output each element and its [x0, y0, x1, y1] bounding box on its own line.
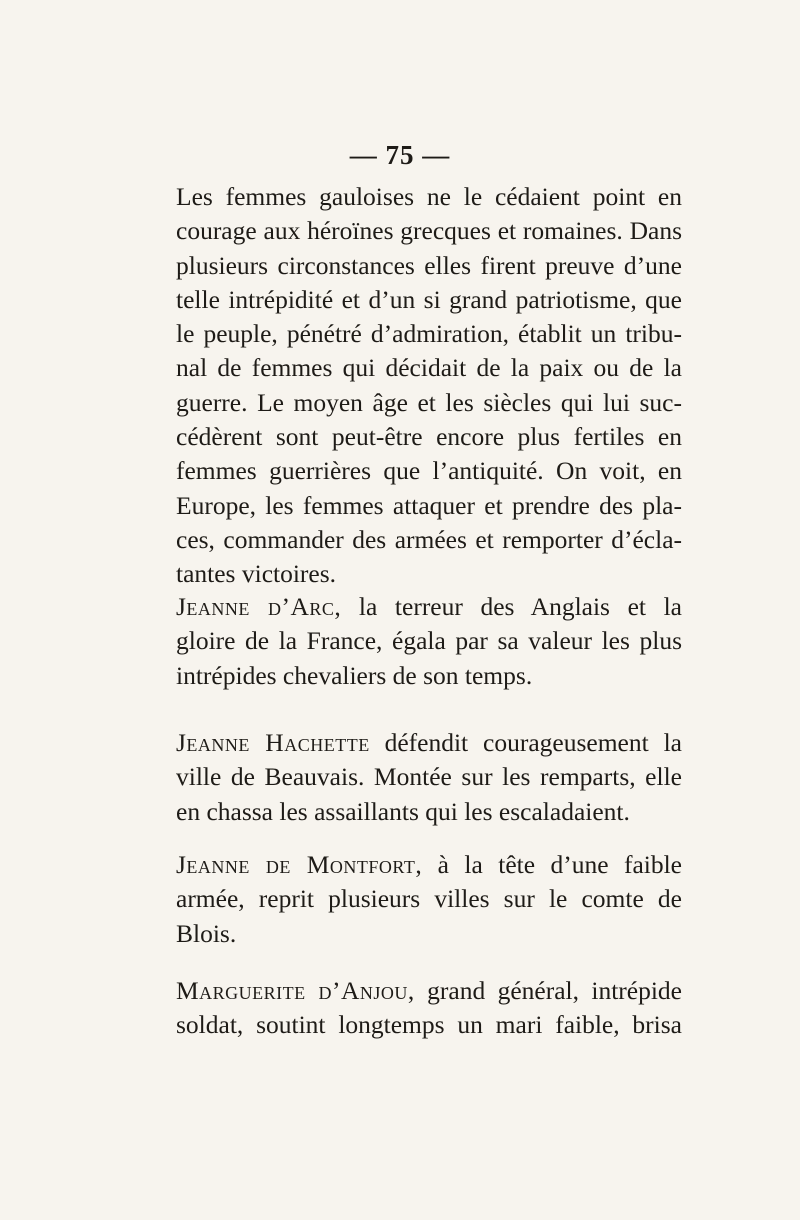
text-line: le peuple, pénétré d’admiration, établit un tribu-	[176, 319, 682, 349]
text-line	[176, 848, 682, 882]
text-fragment: la terreur des Anglais et la	[358, 592, 682, 621]
text-line: femmes guerrières que l’antiquité. On voit, en	[176, 456, 682, 486]
page-number: — 75 —	[349, 140, 451, 170]
text-line: guerre. Le moyen âge et les siècles qui lui suc-	[176, 387, 682, 417]
text-fragment: défendit courageusement la	[384, 728, 682, 757]
text-line: intrépides chevaliers de son temps.	[176, 660, 533, 690]
person-name: Jeanne de Montfort,	[176, 850, 423, 879]
person-name: Jeanne Hachette	[176, 728, 370, 757]
text-line: telle intrépidité et d’un si grand patriotisme, que	[176, 284, 682, 314]
text-line: soldat, soutint longtemps un mari faible, brisa	[176, 1010, 682, 1040]
text-line: nal de femmes qui décidait de la paix ou de la	[176, 353, 682, 383]
text-line: ville de Beauvais. Montée sur les remparts, elle	[176, 762, 682, 792]
text-line: Les femmes gauloises ne le cédaient point en	[176, 182, 682, 211]
paragraph-jeanne-de-montfort	[176, 848, 682, 951]
text-line: ces, commander des armées et remporter d’écla-	[176, 524, 682, 554]
text-fragment: grand général, intrépide	[427, 976, 682, 1005]
text-line: cédèrent sont peut-être encore plus fertiles en	[176, 422, 682, 452]
text-line: en chassa les assaillants qui les escaladaient.	[176, 796, 630, 826]
text-line: Europe, les femmes attaquer et prendre des pla-	[176, 490, 682, 520]
person-name: Jeanne d’Arc,	[176, 592, 342, 621]
paragraph-jeanne-hachette	[176, 726, 682, 829]
text-line	[176, 974, 682, 1008]
text-line	[176, 726, 682, 760]
person-name: Marguerite d’Anjou,	[176, 976, 415, 1005]
text-line: gloire de la France, égala par sa valeur les plus	[176, 626, 682, 656]
text-line: tantes victoires.	[176, 559, 337, 589]
paragraph-gaulish-women	[176, 180, 682, 592]
paragraph-jeanne-darc	[176, 590, 682, 693]
text-line: Blois.	[176, 918, 237, 948]
paragraph-marguerite-danjou	[176, 974, 682, 1043]
text-line: courage aux héroïnes grecques et romaines. Dans	[176, 216, 682, 246]
text-fragment: à la tête d’une faible	[437, 850, 683, 879]
text-line	[176, 590, 682, 624]
text-line: armée, reprit plusieurs villes sur le comte de	[176, 884, 682, 914]
text-line: plusieurs circonstances elles firent preuve d’une	[176, 250, 682, 280]
